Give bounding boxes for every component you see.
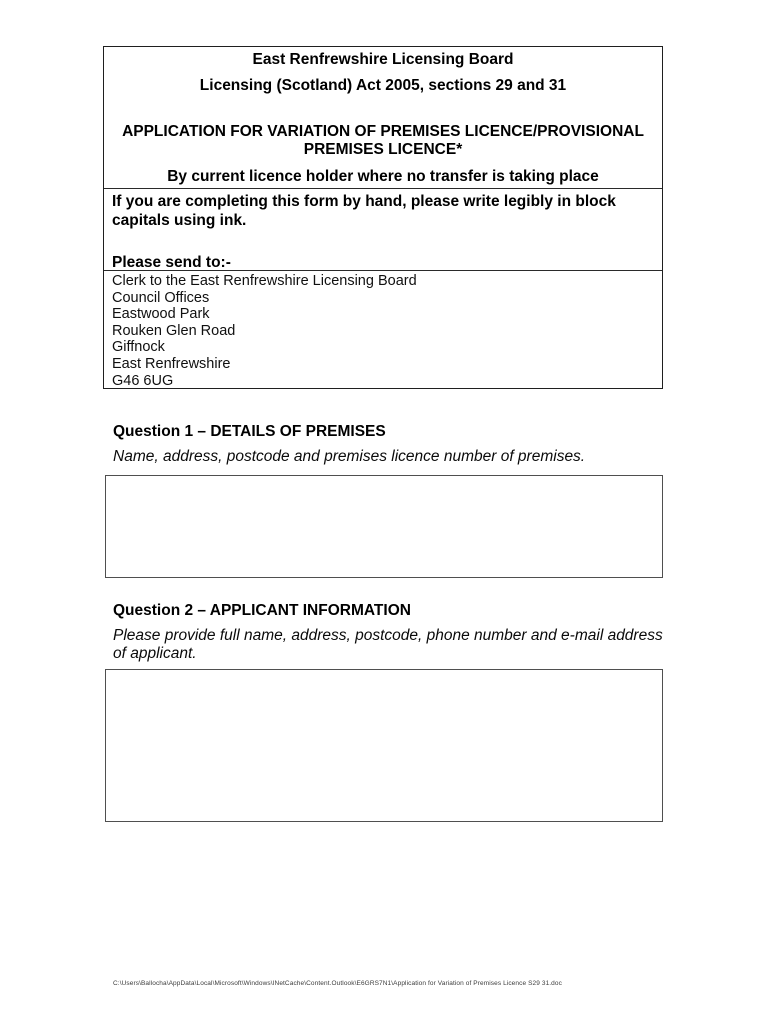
address-line: Eastwood Park xyxy=(112,306,210,323)
address-line: Giffnock xyxy=(112,339,165,356)
question-1-section xyxy=(103,423,663,578)
application-title: APPLICATION FOR VARIATION OF PREMISES LICENCE/PROVISIONAL PREMISES LICENCE* xyxy=(122,123,644,158)
address-line: G46 6UG xyxy=(112,372,174,389)
address-line: Clerk to the East Renfrewshire Licensing Board xyxy=(112,273,417,289)
form-content xyxy=(103,46,663,822)
question-2-section xyxy=(103,602,663,822)
act-title: Licensing (Scotland) Act 2005, sections 29 and 31 xyxy=(199,77,567,94)
question-2-heading: Question 2 – APPLICANT INFORMATION xyxy=(113,601,411,619)
question-1-answer-box[interactable] xyxy=(105,475,663,578)
instructions-section xyxy=(104,189,662,271)
hand-writing-instructions: If you are completing this form by hand, please write legibly in block capitals using ink. xyxy=(112,193,616,229)
question-2-description: Please provide full name, address, postcode, phone number and e-mail address of applicant. xyxy=(113,626,663,662)
header-section xyxy=(104,47,662,189)
board-title: East Renfrewshire Licensing Board xyxy=(252,51,514,68)
question-1-description: Name, address, postcode and premises licence number of premises. xyxy=(113,448,586,465)
question-2-answer-box[interactable] xyxy=(105,669,663,822)
address-line: Council Offices xyxy=(112,289,210,306)
header-table xyxy=(103,46,663,389)
address-line: Rouken Glen Road xyxy=(112,322,236,339)
send-to-label: Please send to:- xyxy=(112,254,231,271)
document-file-path: C:\Users\Ballocha\AppData\Local\Microsoft\Windows\INetCache\Content.Outlook\E6GRS7N1\Application for Variation of Premises Licence S29 31.doc xyxy=(113,980,562,987)
send-to-address xyxy=(104,271,662,388)
address-line: East Renfrewshire xyxy=(112,355,231,372)
question-1-heading: Question 1 – DETAILS OF PREMISES xyxy=(113,423,386,440)
application-subtitle: By current licence holder where no transfer is taking place xyxy=(167,168,599,185)
